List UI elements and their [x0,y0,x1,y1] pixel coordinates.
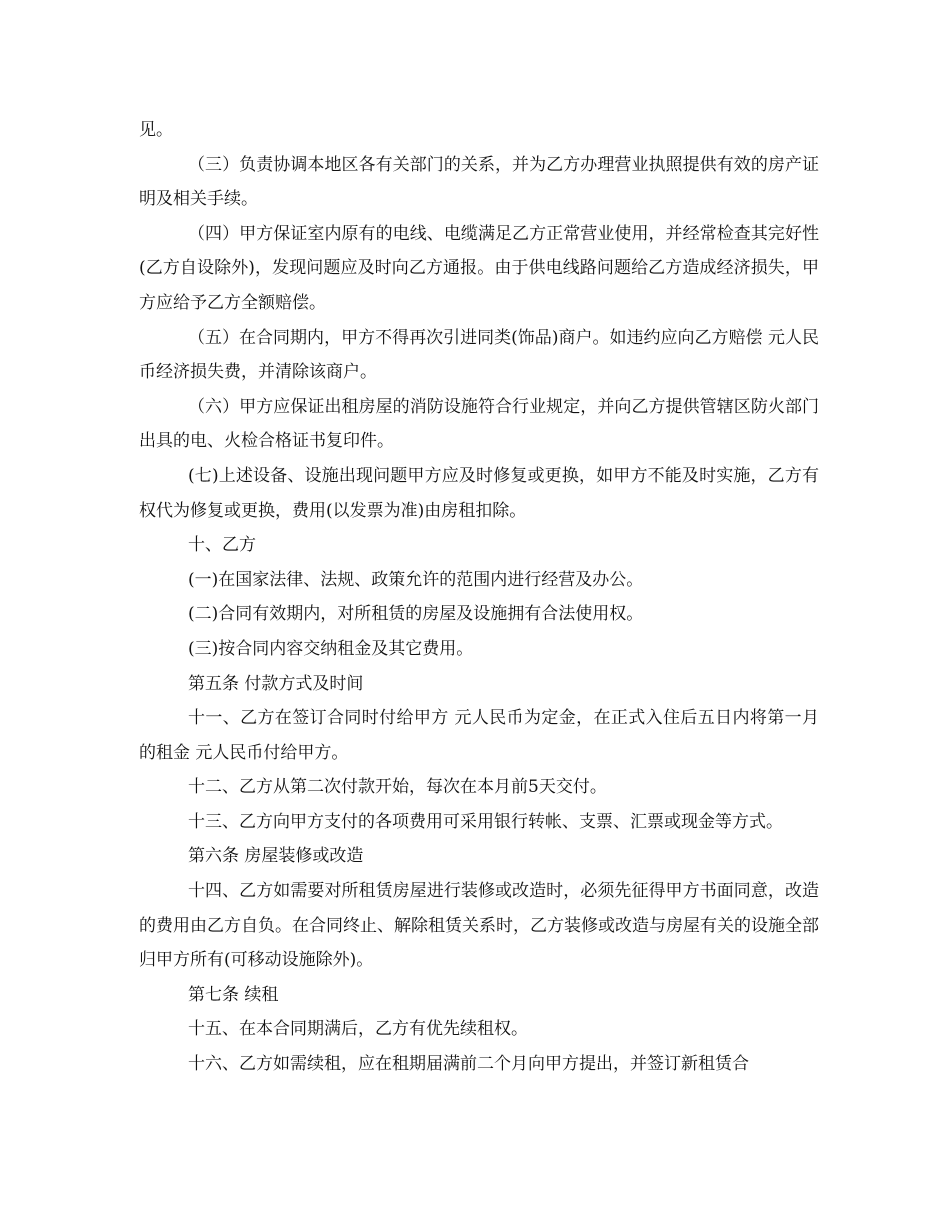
clause-15-priority-renewal: 十五、在本合同期满后，乙方有优先续租权。 [188,1019,528,1040]
party-b-item-3: (三)按合同内容交纳租金及其它费用。 [188,638,474,659]
section-10-party-b: 十、乙方 [188,535,256,556]
document-body [139,113,819,1082]
party-b-item-2: (二)合同有效期内，对所租赁的房屋及设施拥有合法使用权。 [188,604,644,625]
clause-5-no-similar-tenants: （五）在合同期内，甲方不得再次引进同类(饰品)商户。如违约应向乙方赔偿 元人民币经济损失费，并清除该商户。 [139,327,819,383]
clause-3-coordination: （三）负责协调本地区各有关部门的关系，并为乙方办理营业执照提供有效的房产证明及相关手续。 [139,154,819,210]
clause-4-wiring: （四）甲方保证室内原有的电线、电缆满足乙方正常营业使用，并经常检查其完好性(乙方自设除外)，发现问题应及时向乙方通报。由于供电线路问题给乙方造成经济损失，甲方应给予乙方全额赔偿。 [139,223,819,313]
clause-11-deposit: 十一、乙方在签订合同时付给甲方 元人民币为定金，在正式入住后五日内将第一月的租金 元人民币付给甲方。 [139,708,819,763]
party-b-item-1: (一)在国家法律、法规、政策允许的范围内进行经营及办公。 [188,569,644,590]
clause-12-payment-schedule: 十二、乙方从第二次付款开始，每次在本月前5天交付。 [188,777,607,798]
article-7-heading: 第七条 续租 [188,984,279,1005]
clause-13-payment-methods: 十三、乙方向甲方支付的各项费用可采用银行转帐、支票、汇票或现金等方式。 [188,811,783,832]
clause-7-repairs: (七)上述设备、设施出现问题甲方应及时修复或更换，如甲方不能及时实施，乙方有权代为修复或更换，费用(以发票为准)由房租扣除。 [139,465,819,521]
clause-14-renovation: 十四、乙方如需要对所租赁房屋进行装修或改造时，必须先征得甲方书面同意，改造的费用由乙方自负。在合同终止、解除租赁关系时，乙方装修或改造与房屋有关的设施全部归甲方所有(可移动设施除外)。 [139,881,819,971]
clause-16-renewal-notice: 十六、乙方如需续租，应在租期届满前二个月向甲方提出，并签订新租赁合 [188,1054,749,1075]
article-5-heading: 第五条 付款方式及时间 [188,673,364,694]
article-6-heading: 第六条 房屋装修或改造 [188,846,364,867]
clause-6-fire-safety: （六）甲方应保证出租房屋的消防设施符合行业规定，并向乙方提供管辖区防火部门出具的电、火检合格证书复印件。 [139,396,819,452]
paragraph-continuation: 见。 [139,120,173,140]
